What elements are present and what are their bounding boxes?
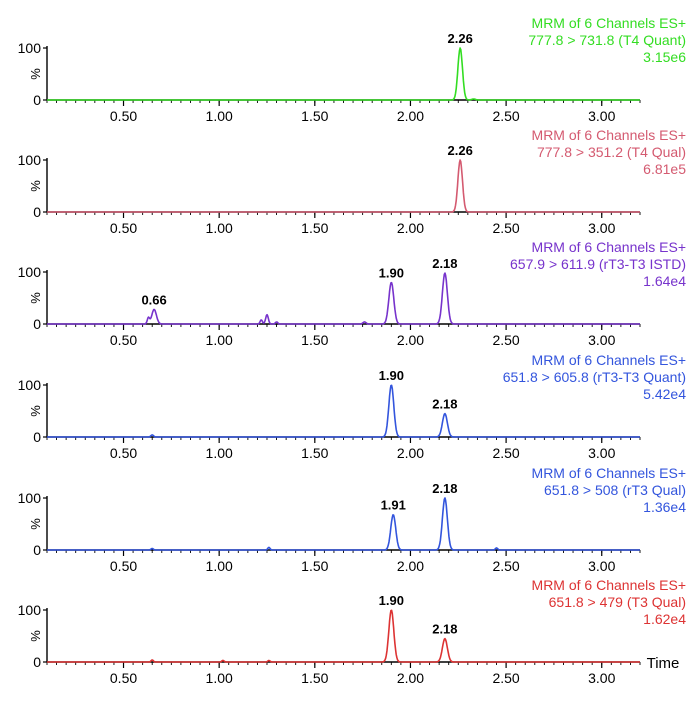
y-tick-label: 100 — [17, 40, 41, 56]
y-tick-label: 0 — [33, 92, 41, 108]
chromatogram-panel-5 — [18, 465, 687, 574]
x-tick-label: 1.00 — [205, 332, 233, 348]
legend-line-3: 3.15e6 — [643, 49, 686, 65]
y-unit-label: % — [28, 68, 43, 80]
y-tick-label: 100 — [17, 264, 41, 280]
chromatogram-panel-1 — [18, 15, 687, 124]
y-tick-label: 0 — [33, 542, 41, 558]
x-tick-label: 2.00 — [396, 108, 425, 124]
chromatogram-panel-6 — [18, 577, 687, 686]
x-tick-label: 3.00 — [588, 332, 616, 348]
legend-line-2: 651.8 > 508 (rT3 Qual) — [543, 482, 686, 498]
y-tick-label: 0 — [33, 204, 41, 220]
y-unit-label: % — [28, 405, 43, 417]
legend-line-2: 651.8 > 479 (T3 Qual) — [548, 594, 686, 610]
y-unit-label: % — [28, 292, 43, 304]
y-tick-label: 0 — [33, 654, 41, 670]
x-tick-label: 1.50 — [301, 332, 329, 348]
y-tick-label: 100 — [17, 490, 41, 506]
chromatogram-panel-3 — [18, 239, 687, 348]
peak-label: 2.18 — [432, 396, 458, 412]
chromatogram-trace — [47, 273, 640, 324]
chromatogram-trace — [47, 610, 640, 662]
x-tick-label: 1.50 — [301, 445, 329, 461]
legend-line-1: MRM of 6 Channels ES+ — [531, 239, 686, 255]
x-tick-label: 2.50 — [492, 670, 520, 686]
chromatogram-panel-4 — [18, 352, 687, 461]
x-tick-label: 1.50 — [301, 558, 329, 574]
x-tick-label: 1.00 — [205, 670, 233, 686]
x-tick-label: 2.00 — [396, 558, 425, 574]
y-tick-label: 0 — [33, 316, 41, 332]
x-tick-label: 0.50 — [109, 220, 138, 236]
x-tick-label: 2.50 — [492, 558, 520, 574]
y-unit-label: % — [28, 630, 43, 642]
legend-line-2: 651.8 > 605.8 (rT3-T3 Quant) — [502, 369, 686, 385]
x-tick-label: 1.00 — [205, 445, 233, 461]
peak-label: 1.90 — [378, 593, 404, 608]
peak-label: 2.18 — [432, 256, 458, 272]
x-tick-label: 0.50 — [109, 332, 138, 348]
x-tick-label: 2.50 — [492, 108, 520, 124]
x-tick-label: 2.00 — [396, 332, 425, 348]
legend-line-2: 777.8 > 351.2 (T4 Qual) — [536, 144, 686, 160]
chromatogram-trace — [47, 385, 640, 437]
legend-line-3: 1.36e4 — [643, 499, 686, 515]
x-tick-label: 2.00 — [396, 445, 425, 461]
x-tick-label: 0.50 — [109, 108, 138, 124]
peak-label: 2.26 — [447, 143, 473, 158]
peak-label: 2.18 — [432, 621, 458, 637]
chromatogram-trace — [47, 160, 640, 212]
x-tick-label: 2.00 — [396, 220, 425, 236]
peak-label: 2.18 — [432, 481, 458, 496]
x-tick-label: 0.50 — [109, 558, 138, 574]
peak-label: 1.90 — [378, 368, 404, 383]
x-tick-label: 3.00 — [588, 670, 616, 686]
peak-label: 2.26 — [447, 31, 473, 46]
y-tick-label: 100 — [17, 602, 41, 618]
chromatogram-trace — [47, 48, 640, 100]
legend-line-1: MRM of 6 Channels ES+ — [531, 577, 686, 593]
y-unit-label: % — [28, 180, 43, 192]
x-tick-label: 2.50 — [492, 445, 520, 461]
y-tick-label: 0 — [33, 429, 41, 445]
legend-line-2: 777.8 > 731.8 (T4 Quant) — [528, 32, 686, 48]
legend-line-3: 6.81e5 — [643, 161, 686, 177]
legend-line-1: MRM of 6 Channels ES+ — [531, 15, 686, 31]
x-axis-title: Time — [646, 655, 680, 672]
chromatogram-panel-2 — [18, 127, 687, 236]
y-unit-label: % — [28, 518, 43, 530]
y-tick-label: 100 — [17, 377, 41, 393]
legend-line-1: MRM of 6 Channels ES+ — [531, 465, 686, 481]
x-tick-label: 1.50 — [301, 670, 329, 686]
legend-line-2: 657.9 > 611.9 (rT3-T3 ISTD) — [510, 256, 686, 272]
x-tick-label: 1.50 — [301, 108, 329, 124]
legend-line-1: MRM of 6 Channels ES+ — [531, 127, 686, 143]
x-tick-label: 3.00 — [588, 558, 616, 574]
x-tick-label: 3.00 — [588, 445, 616, 461]
legend-line-3: 1.64e4 — [643, 273, 686, 289]
peak-label: 1.91 — [380, 497, 406, 513]
x-tick-label: 1.00 — [205, 108, 233, 124]
x-tick-label: 1.50 — [301, 220, 329, 236]
legend-line-3: 1.62e4 — [643, 611, 686, 627]
x-tick-label: 0.50 — [109, 445, 138, 461]
peak-label: 1.90 — [378, 265, 404, 281]
x-tick-label: 2.50 — [492, 332, 520, 348]
x-tick-label: 1.00 — [205, 558, 233, 574]
peak-label: 0.66 — [141, 292, 167, 308]
x-tick-label: 1.00 — [205, 220, 233, 236]
x-tick-label: 2.00 — [396, 670, 425, 686]
legend-line-1: MRM of 6 Channels ES+ — [531, 352, 686, 368]
legend-line-3: 5.42e4 — [643, 386, 686, 402]
x-tick-label: 3.00 — [588, 108, 616, 124]
y-tick-label: 100 — [17, 152, 41, 168]
x-tick-label: 2.50 — [492, 220, 520, 236]
chromatogram-trace — [47, 498, 640, 550]
x-tick-label: 3.00 — [588, 220, 616, 236]
x-tick-label: 0.50 — [109, 670, 138, 686]
